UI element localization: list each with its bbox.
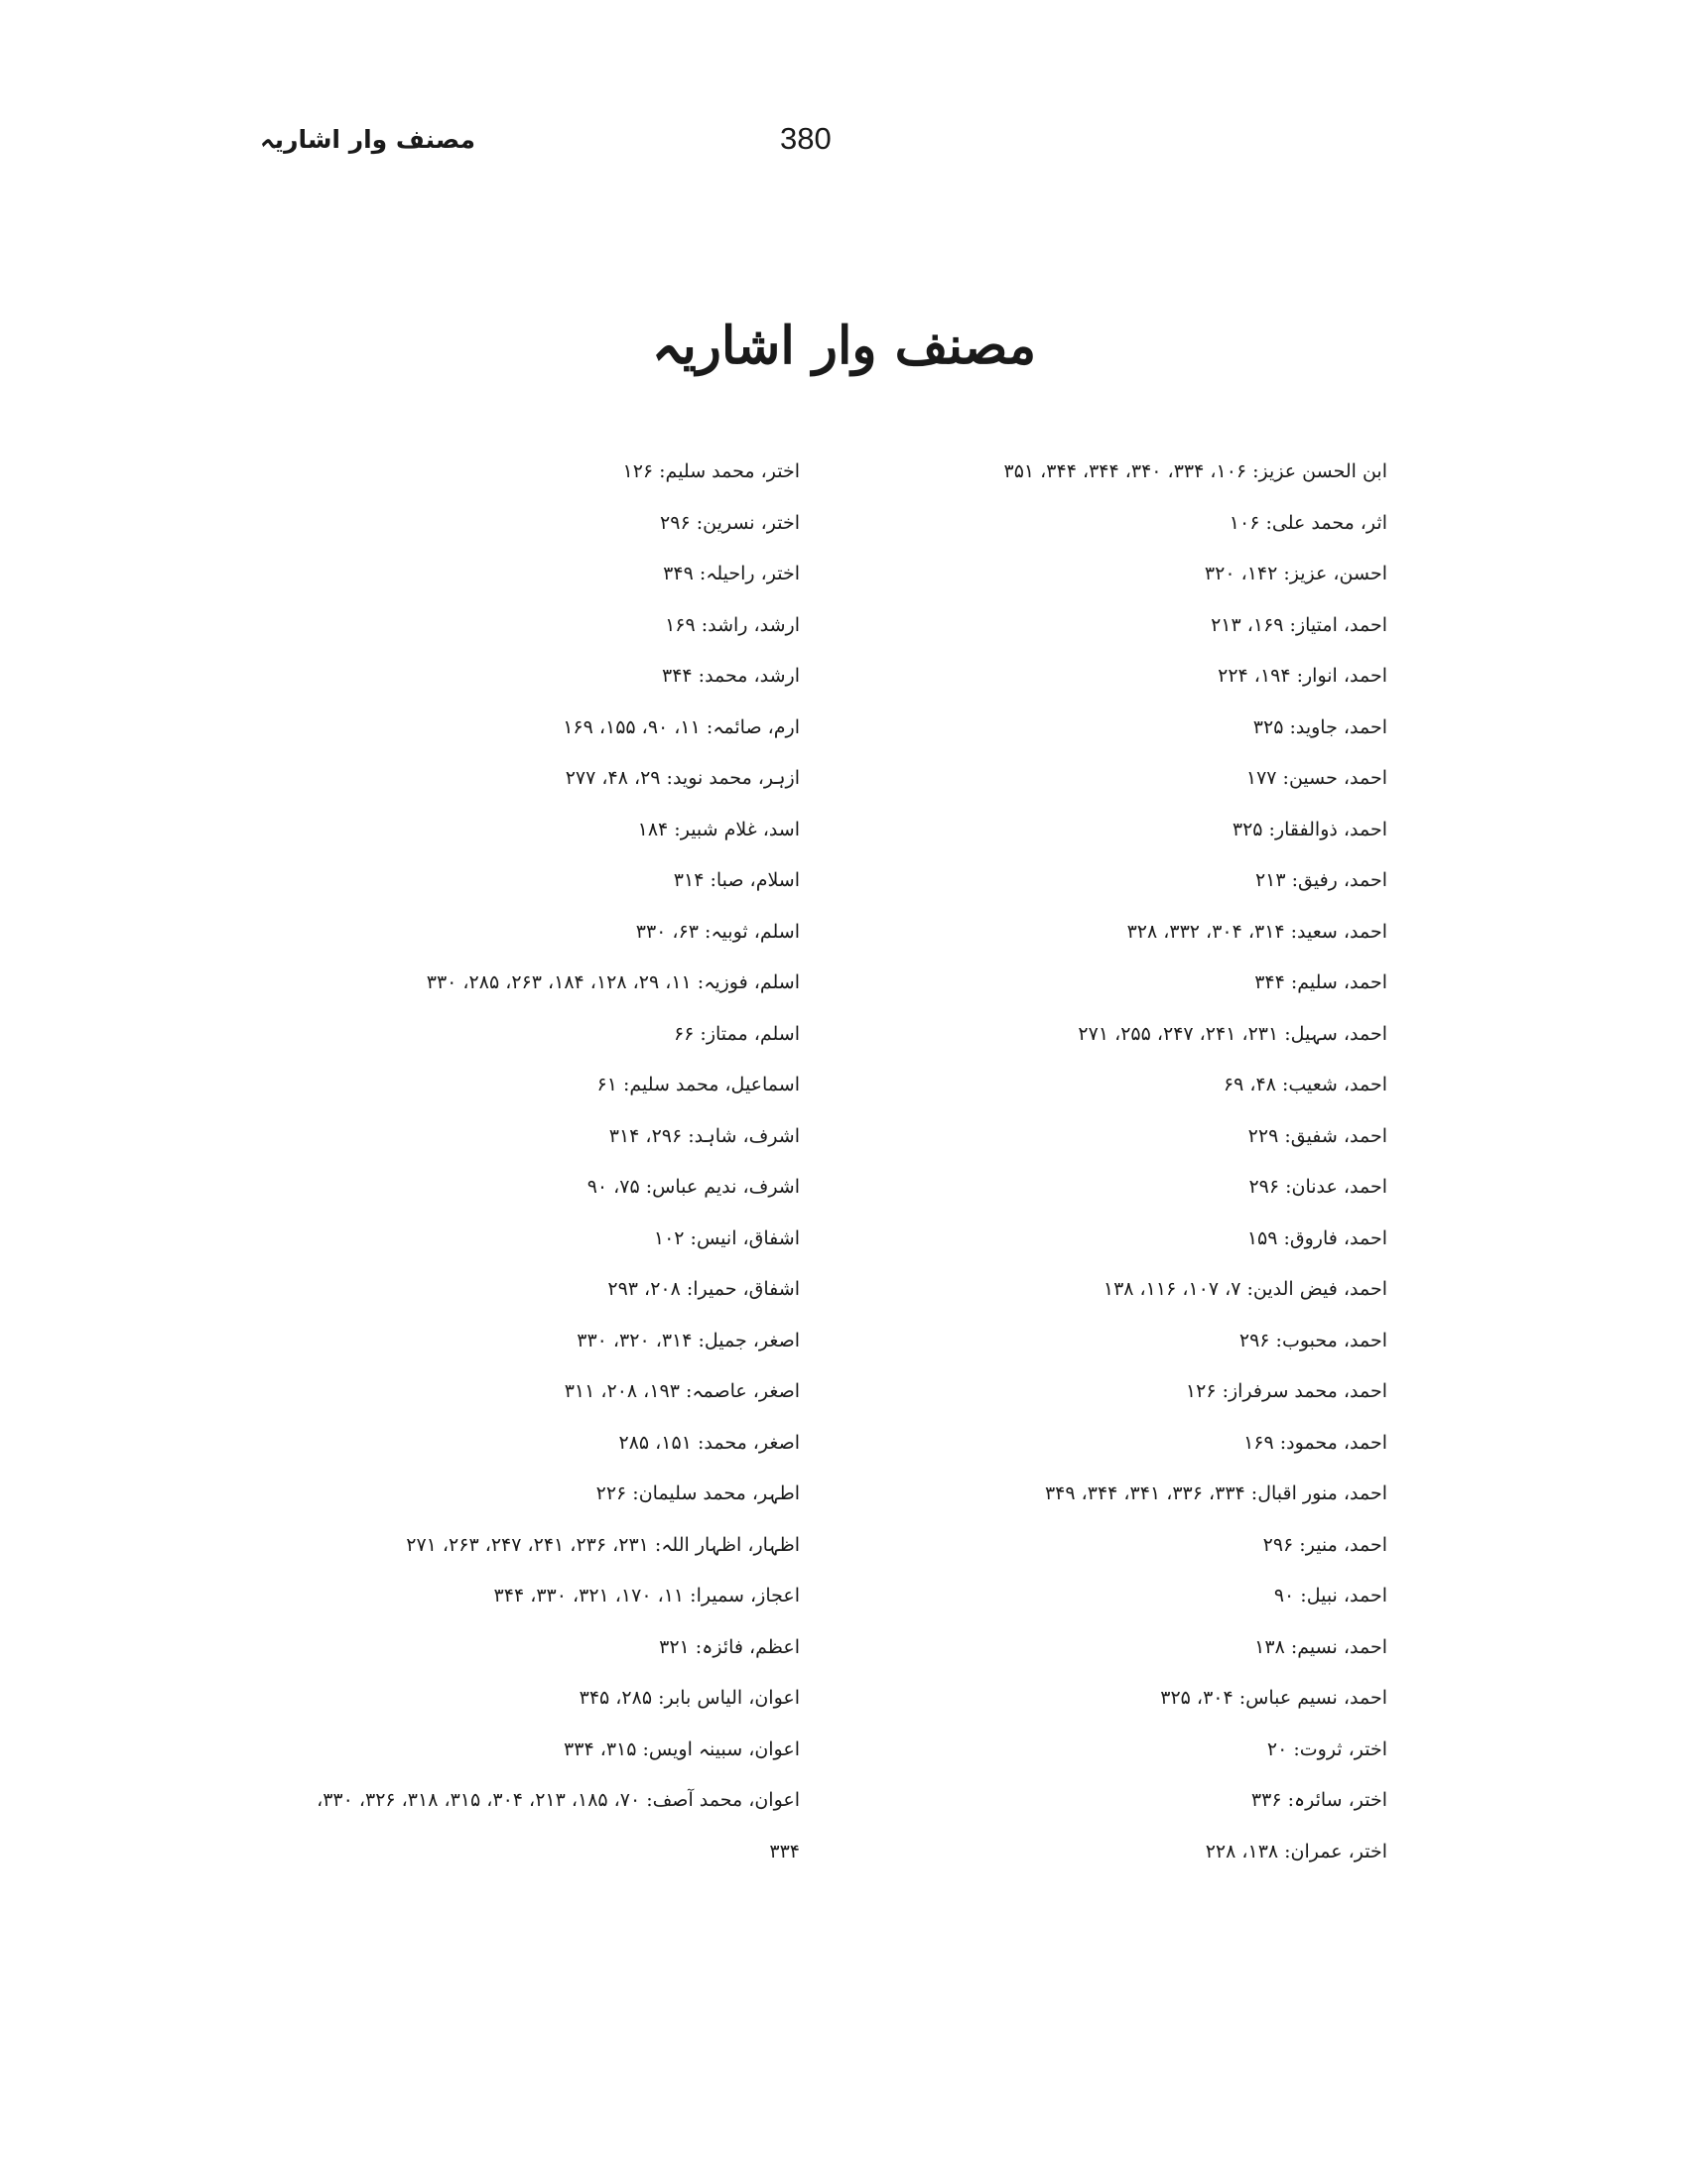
index-entry: احمد، انوار: ۱۹۴، ۲۲۴	[1218, 665, 1387, 687]
index-entry: اختر، راحیلہ: ۳۴۹	[663, 563, 800, 584]
running-header-title: مصنف وار اشاریہ	[260, 125, 475, 154]
index-entry: اختر، سائرہ: ۳۳۶	[1250, 1789, 1387, 1811]
index-entry: احمد، سعید: ۳۱۴، ۳۰۴، ۳۳۲، ۳۲۸	[1126, 920, 1387, 943]
index-entry: اختر، محمد سلیم: ۱۲۶	[622, 460, 800, 482]
index-entry: اسلام، صبا: ۳۱۴	[673, 869, 800, 891]
index-entry: احمد، محمد سرفراز: ۱۲۶	[1185, 1380, 1387, 1402]
index-entry: اشفاق، حمیرا: ۲۰۸، ۲۹۳	[607, 1278, 800, 1300]
index-entry: اختر، ثروت: ۲۰	[1266, 1737, 1387, 1760]
index-entry: اشفاق، انیس: ۱۰۲	[653, 1226, 800, 1249]
index-entry-continuation: ۳۳۴	[769, 1840, 800, 1863]
index-entry: اشرف، ندیم عباس: ۷۵، ۹۰	[586, 1176, 800, 1198]
index-entry: اشرف، شاہد: ۲۹۶، ۳۱۴	[608, 1124, 800, 1147]
page-number: 380	[780, 121, 832, 156]
index-entry: اختر، عمران: ۱۳۸، ۲۲۸	[1205, 1840, 1387, 1863]
index-entry: احمد، شفیق: ۲۲۹	[1247, 1124, 1387, 1147]
index-entry: احمد، عدنان: ۲۹۶	[1248, 1176, 1387, 1198]
index-title: مصنف وار اشاریہ	[651, 316, 1037, 376]
index-entry: احمد، شعیب: ۴۸، ۶۹	[1223, 1074, 1387, 1095]
index-entry: احمد، جاوید: ۳۲۵	[1252, 715, 1387, 738]
index-entry: ارشد، راشد: ۱۶۹	[665, 613, 800, 636]
index-entry: ارشد، محمد: ۳۴۴	[662, 665, 800, 687]
index-entry: اصغر، جمیل: ۳۱۴، ۳۲۰، ۳۳۰	[577, 1329, 800, 1351]
index-entry: اسلم، فوزیہ: ۱۱، ۲۹، ۱۲۸، ۱۸۴، ۲۶۳، ۲۸۵، ۳۳۰	[426, 971, 800, 993]
index-entry: اعوان، محمد آصف: ۷۰، ۱۸۵، ۲۱۳، ۳۰۴، ۳۱۵، ۳۱۸، ۳۲۶، ۳۳۰،	[317, 1789, 800, 1811]
index-entry: احمد، ذوالفقار: ۳۲۵	[1232, 818, 1387, 840]
index-entry: ارم، صائمہ: ۱۱، ۹۰، ۱۵۵، ۱۶۹	[563, 715, 800, 738]
index-entry: اعجاز، سمیرا: ۱۱، ۱۷۰، ۳۲۱، ۳۳۰، ۳۴۴	[493, 1585, 800, 1606]
index-entry: احمد، منور اقبال: ۳۳۴، ۳۳۶، ۳۴۱، ۳۴۴، ۳۴۹	[1044, 1482, 1387, 1504]
index-entry: احمد، نسیم: ۱۳۸	[1254, 1635, 1387, 1658]
index-entry: احمد، محمود: ۱۶۹	[1243, 1431, 1387, 1454]
index-entry: احمد، رفیق: ۲۱۳	[1254, 869, 1387, 891]
index-entry: اسلم، ثوبیہ: ۶۳، ۳۳۰	[635, 920, 800, 943]
index-entry: اصغر، عاصمہ: ۱۹۳، ۲۰۸، ۳۱۱	[564, 1380, 800, 1402]
index-entry: احمد، نبیل: ۹۰	[1273, 1585, 1387, 1606]
index-entry: ابن الحسن عزیز: ۱۰۶، ۳۳۴، ۳۴۰، ۳۴۴، ۳۴۴، ۳۵۱	[1003, 460, 1387, 482]
index-entry: احمد، حسین: ۱۷۷	[1245, 767, 1387, 789]
index-entry: احمد، منیر: ۲۹۶	[1262, 1533, 1387, 1556]
index-entry: اطہر، محمد سلیمان: ۲۲۶	[595, 1482, 800, 1504]
index-entry: اسماعیل، محمد سلیم: ۶۱	[596, 1074, 800, 1095]
index-entry: احمد، سلیم: ۳۴۴	[1254, 971, 1387, 993]
index-entry: ازہر، محمد نوید: ۲۹، ۴۸، ۲۷۷	[565, 767, 800, 789]
index-entry: احمد، فاروق: ۱۵۹	[1246, 1226, 1387, 1249]
index-entry: اسلم، ممتاز: ۶۶	[673, 1022, 800, 1045]
index-entry: اصغر، محمد: ۱۵۱، ۲۸۵	[618, 1431, 800, 1454]
index-entry: اسد، غلام شبیر: ۱۸۴	[637, 818, 800, 840]
index-entry: اختر، نسرین: ۲۹۶	[660, 511, 800, 534]
index-column-left	[46, 454, 800, 1885]
index-entry: احسن، عزیز: ۱۴۲، ۳۲۰	[1204, 563, 1387, 584]
index-entry: احمد، نسیم عباس: ۳۰۴، ۳۲۵	[1160, 1687, 1387, 1709]
index-entry: اعوان، سبینہ اویس: ۳۱۵، ۳۳۴	[564, 1737, 800, 1760]
index-entry: اظہار، اظہار اللہ: ۲۳۱، ۲۳۶، ۲۴۱، ۲۴۷، ۲۶۳، ۲۷۱	[406, 1533, 800, 1556]
index-entry: احمد، فیض الدین: ۷، ۱۰۷، ۱۱۶، ۱۳۸	[1103, 1278, 1387, 1300]
index-entry: احمد، امتیاز: ۱۶۹، ۲۱۳	[1211, 613, 1387, 636]
index-entry: احمد، سہیل: ۲۳۱، ۲۴۱، ۲۴۷، ۲۵۵، ۲۷۱	[1078, 1022, 1387, 1045]
index-entry: اثر، محمد علی: ۱۰۶	[1229, 511, 1387, 534]
index-entry: اعوان، الیاس بابر: ۲۸۵، ۳۴۵	[579, 1687, 800, 1709]
index-entry: اعظم، فائزہ: ۳۲۱	[659, 1635, 800, 1658]
index-entry: احمد، محبوب: ۲۹۶	[1238, 1329, 1387, 1351]
